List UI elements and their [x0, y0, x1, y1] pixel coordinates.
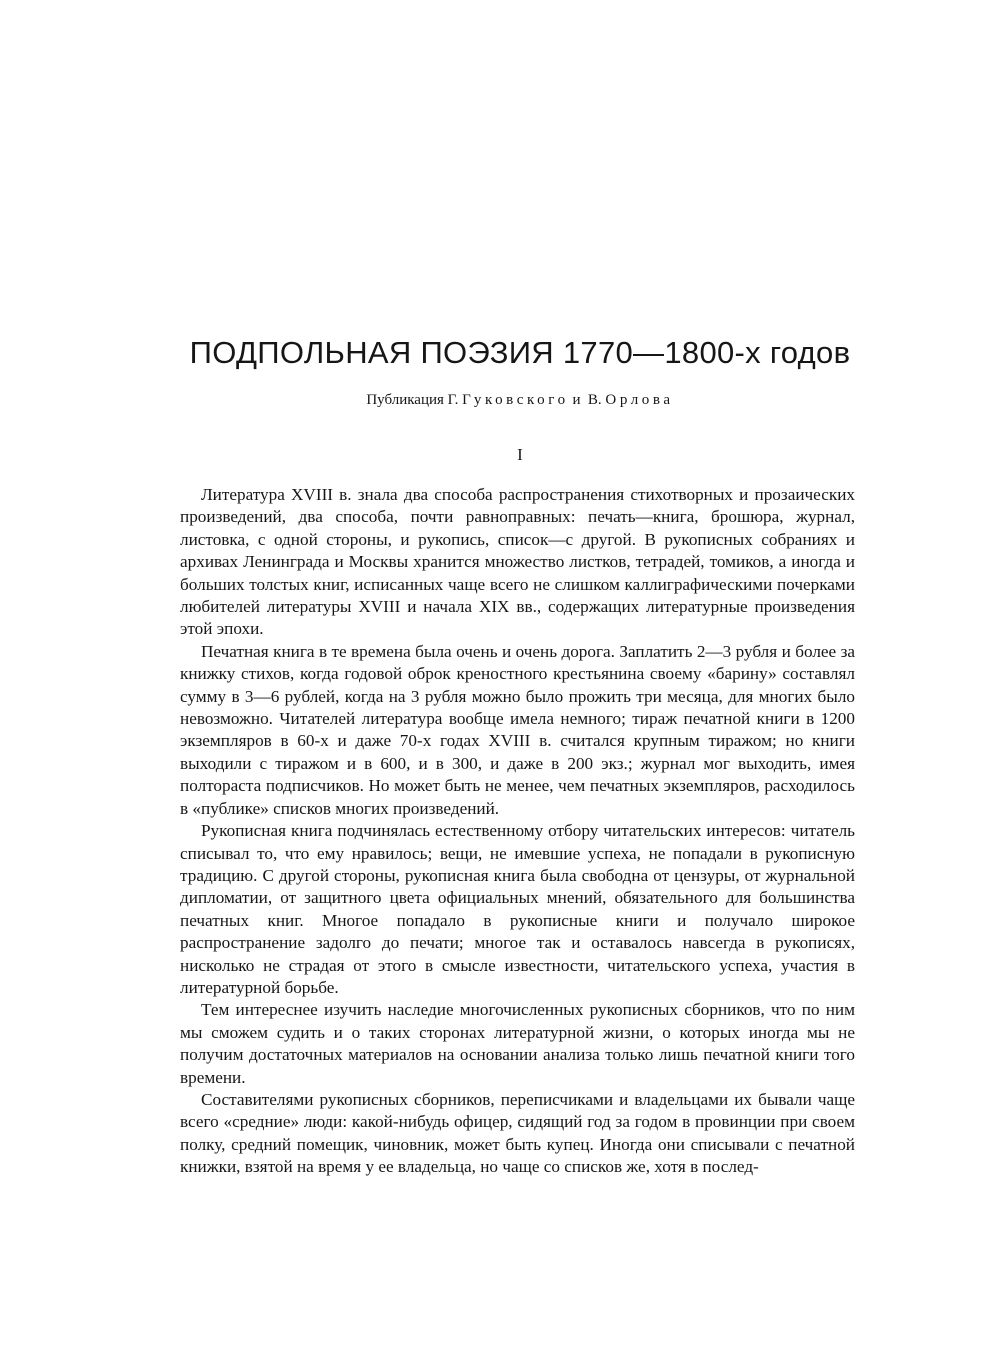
article-body [180, 484, 855, 1179]
section-numeral: I [517, 445, 523, 464]
article-title: ПОДПОЛЬНАЯ ПОЭЗИЯ 1770—1800-х годов [189, 335, 851, 370]
byline-conjunction: и [572, 392, 585, 408]
paragraph: Литература XVIII в. знала два способа распространения стихотворных и прозаических произведений, два способа, почти равноправных: печать—книга, брошюра, журнал, листовка, с одной стороны, и рукопись, список—с другой. В рукописных собраниях и архивах Ленинграда и Москвы хранится множество листков, тетрадей, томиков, а иногда и больших толстых книг, исписанных чаще всего не слишком каллиграфическими почерками любителей литературы XVIII и начала XIX вв., содержащих литературные произведения этой эпохи. [180, 485, 855, 639]
byline-author-2: Орлова [605, 392, 674, 408]
paragraph: Рукописная книга подчинялась естественному отбору читательских интересов: читатель списывал то, что ему нравилось; вещи, не имевшие успеха, не попадали в рукописную традицию. С другой стороны, рукописная книга была свободна от цензуры, от журнальной дипломатии, от защитного цвета официальных мнений, обязательного для большинства печатных книг. Многое попадало в рукописные книги и получало широкое распространение задолго до печати; многое так и оставалось навсегда в рукописях, нисколько не страдая от этого в смысле известности, читательского успеха, участия в литературной борьбе. [180, 821, 855, 997]
byline [150, 389, 890, 411]
byline-prefix: Публикация Г. [366, 392, 459, 408]
paragraph: Печатная книга в те времена была очень и очень дорога. Заплатить 2—3 рубля и более за книжку стихов, когда годовой оброк креностного крестьянина своему «барину» составлял сумму в 3—6 рублей, когда на 3 рубля можно было прожить три месяца, для многих было невозможно. Читателей литература вообще имела немного; тираж печатной книги в 1200 экземпляров в 60-х и даже 70-х годах XVIII в. считался крупным тиражом; но книги выходили с тиражом и в 600, и в 300, и даже в 200 экз.; журнал мог выходить, имея полтораста подписчиков. Но может быть не менее, чем печатных экземпляров, расходилось в «публике» списков многих произведений. [180, 641, 855, 818]
paragraph: Тем интереснее изучить наследие многочисленных рукописных сборников, что по ним мы сможем судить и о таких сторонах литературной жизни, о которых иногда мы не получим достаточных материалов на основании анализа только лишь печатной книги того времени. [180, 1000, 855, 1087]
byline-author-1: Гуковского [462, 392, 569, 408]
paragraph: Составителями рукописных сборников, переписчиками и владельцами их бывали чаще всего «средние» люди: какой-нибудь офицер, сидящий год за годом в провинции при своем полку, средний помещик, чиновник, может быть купец. Иногда они списывали с печатной книжки, взятой на время у ее владельца, но чаще со списков же, хотя в послед- [180, 1089, 855, 1177]
byline-initial-2: В. [587, 392, 602, 408]
